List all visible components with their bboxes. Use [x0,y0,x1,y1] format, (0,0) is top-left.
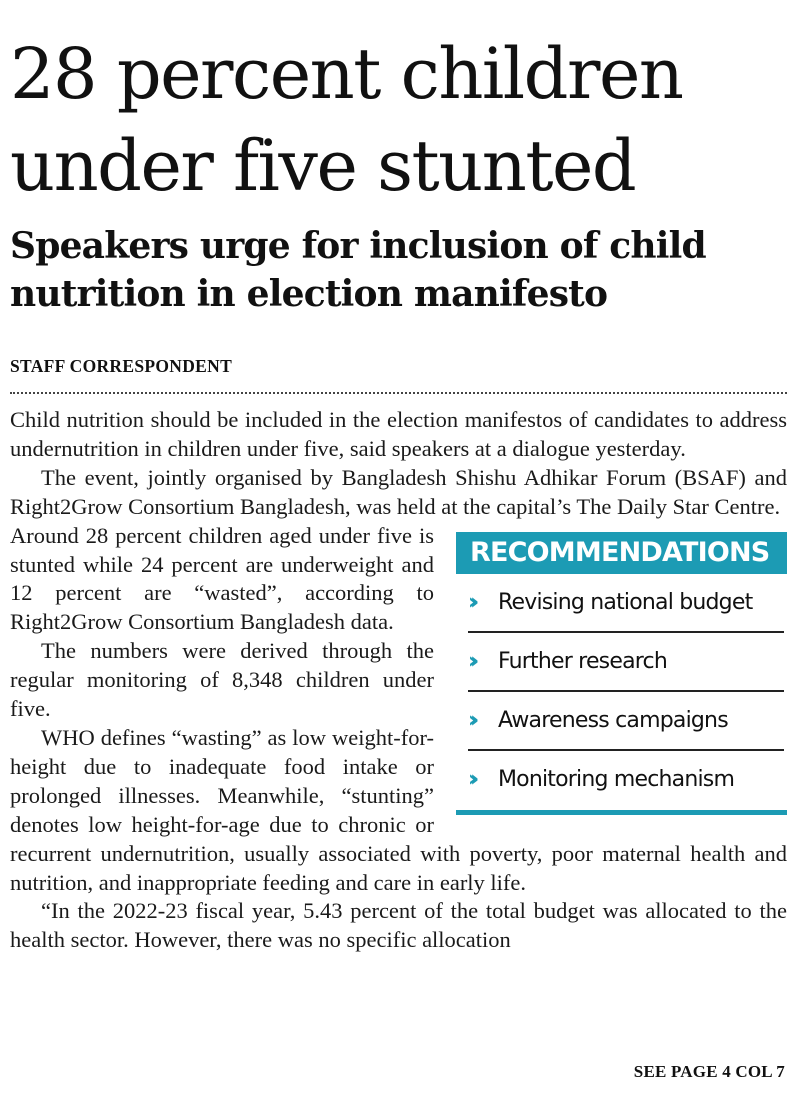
paragraph-4: The numbers were derived through the regular monitoring of 8,348 children under five. [10,638,434,722]
recommendations-list [456,574,787,808]
paragraph-1: Child nutrition should be included in the election manifestos of candidates to address undernutrition in children under five, said speakers at a dialogue yesterday. [10,407,787,461]
recommendations-title: RECOMMENDATIONS [456,532,787,574]
headline [10,28,795,212]
recommendation-label: Revising national budget [498,589,753,615]
recommendation-label: Monitoring mechanism [498,766,735,792]
headline-line-1: 28 percent children [10,33,683,115]
paragraph-5: WHO defines “wasting” as low weight-for-height due to inadequate food intake or prolonged illnesses. Meanwhile, “stunting” denotes low height-for-age due to chronic or recurrent undernutrition, usually associated with poverty, poor maternal health and nutrition, and inappropriate feeding and care in early life. [10,724,787,895]
recommendation-label: Further research [498,648,667,674]
recommendation-label: Awareness campaigns [498,707,728,733]
double-chevron-right-icon: ›› [468,707,473,733]
paragraph-2: The event, jointly organised by Bangladesh Shishu Adhikar Forum (BSAF) and Right2Grow Consortium Bangladesh, was held at the capital’s The Daily Star Centre. [10,464,787,519]
double-chevron-right-icon: ›› [468,766,473,792]
subheadline [10,222,795,318]
double-chevron-right-icon: ›› [468,589,473,615]
dotted-divider [10,392,787,394]
recommendations-box [456,532,787,815]
headline-line-2: under five stunted [10,125,636,207]
continuation-note[interactable]: SEE PAGE 4 COL 7 [633,1062,785,1081]
subheadline-line-1: Speakers urge for inclusion of child [10,225,706,267]
list-item [468,751,784,808]
article-body [10,406,787,1061]
subheadline-line-2: nutrition in election manifesto [10,273,608,315]
byline: STAFF CORRESPONDENT [10,356,233,376]
recommendations-bottom-bar [456,810,787,815]
list-item [468,574,784,633]
list-item [468,692,784,751]
paragraph-6: “In the 2022-23 fiscal year, 5.43 percent of the total budget was allocated to the health sector. However, there was no specific allocation [10,898,787,953]
double-chevron-right-icon: ›› [468,648,473,674]
paragraph-3: Around 28 percent children aged under five is stunted while 24 percent are underweight and 12 percent are “wasted”, according to Right2Grow Consortium Bangladesh data. [10,522,434,635]
list-item [468,633,784,692]
